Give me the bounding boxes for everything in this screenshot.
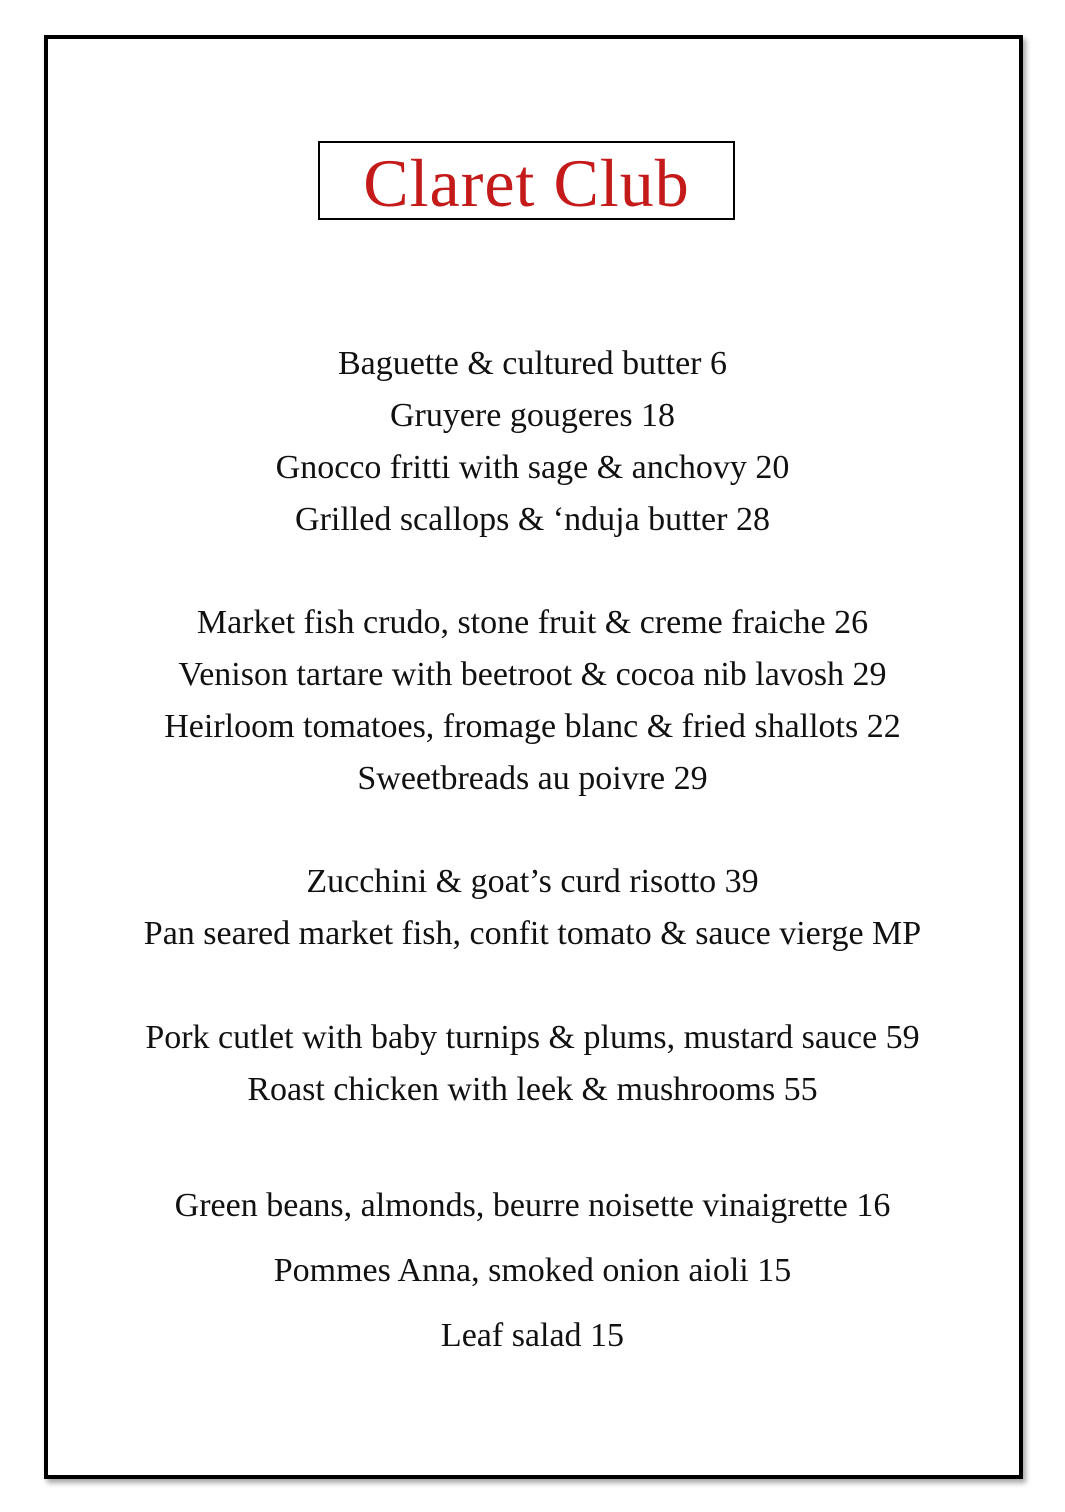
menu-item: Gnocco fritti with sage & anchovy 20 — [275, 449, 790, 486]
menu-item: Market fish crudo, stone fruit & creme fraiche 26 — [196, 604, 869, 641]
title-box — [318, 141, 735, 220]
menu-item: Baguette & cultured butter 6 — [338, 345, 727, 382]
menu-item: Gruyere gougeres 18 — [389, 397, 676, 434]
menu-item: Zucchini & goat’s curd risotto 39 — [306, 863, 759, 900]
menu-item: Venison tartare with beetroot & cocoa nib lavosh 29 — [178, 656, 887, 693]
menu-item: Heirloom tomatoes, fromage blanc & fried shallots 22 — [164, 708, 901, 745]
menu-item: Pork cutlet with baby turnips & plums, mustard sauce 59 — [145, 1019, 920, 1056]
menu-item: Sweetbreads au poivre 29 — [357, 760, 708, 797]
menu-item: Roast chicken with leek & mushrooms 55 — [247, 1071, 818, 1108]
menu-item: Green beans, almonds, beurre noisette vinaigrette 16 — [174, 1187, 891, 1224]
menu-item: Grilled scallops & ‘nduja butter 28 — [295, 501, 770, 538]
menu-item: Leaf salad 15 — [440, 1317, 625, 1354]
menu-item: Pommes Anna, smoked onion aioli 15 — [273, 1252, 792, 1289]
menu-item: Pan seared market fish, confit tomato & sauce vierge MP — [143, 915, 922, 952]
restaurant-title: Claret Club — [363, 144, 690, 221]
